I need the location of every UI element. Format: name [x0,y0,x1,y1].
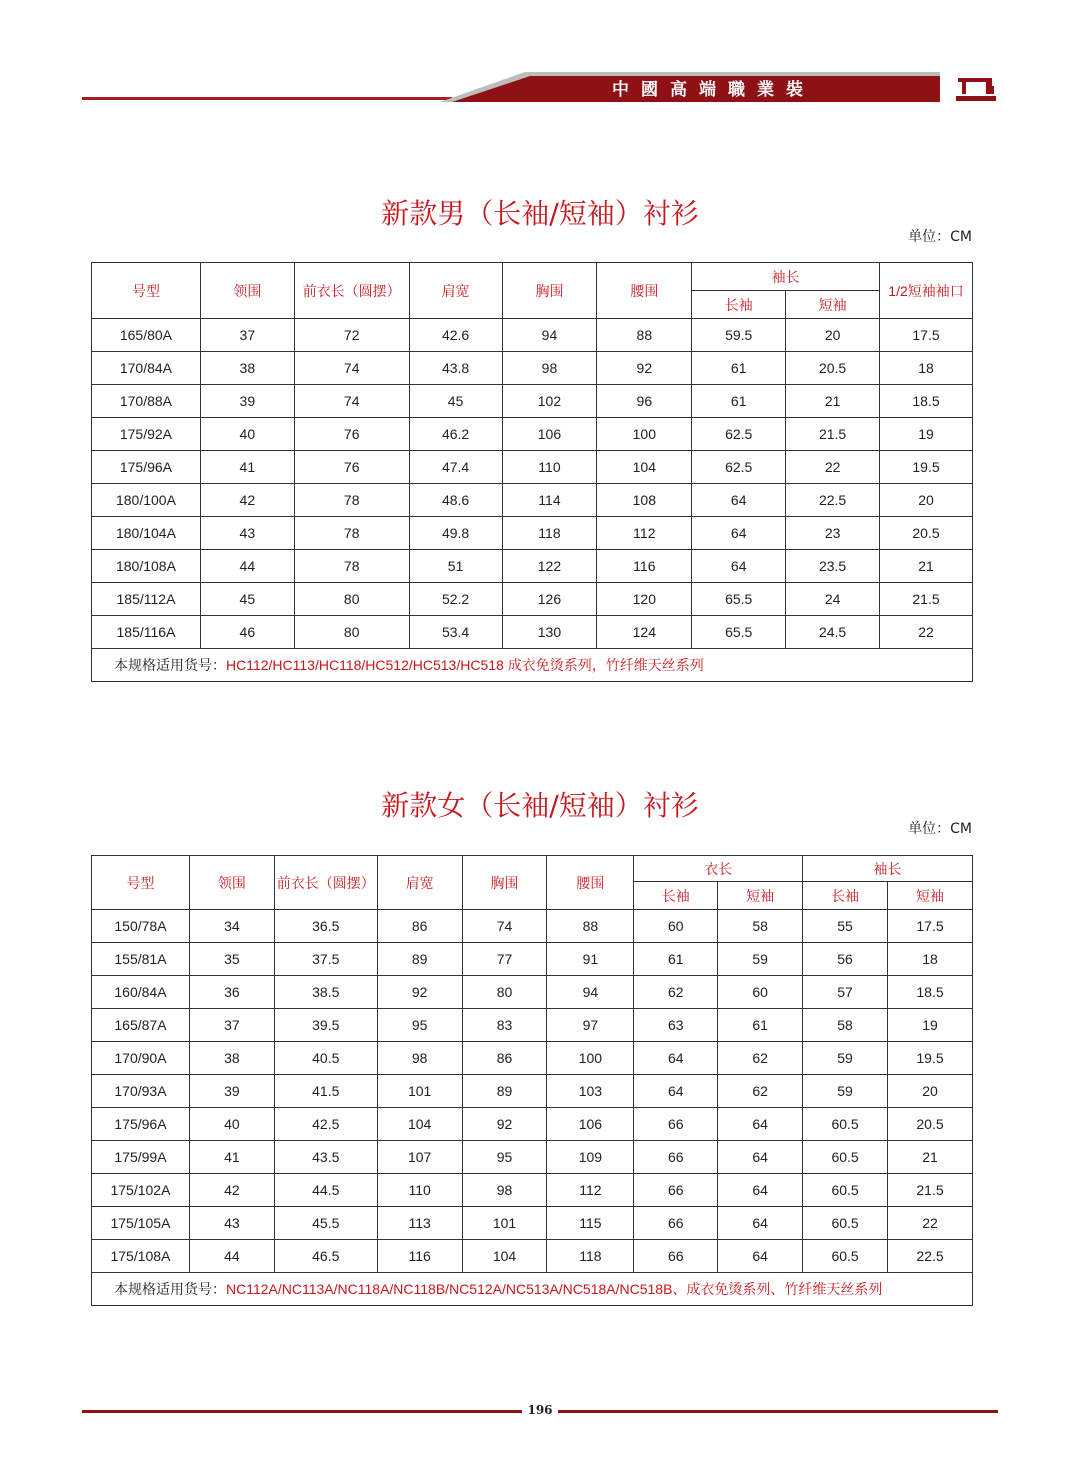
w-col-shoulder-header: 肩宽 [377,856,462,910]
table-cell: 91 [547,943,634,976]
table-cell: 45 [409,385,502,418]
table-cell: 44.5 [274,1174,377,1207]
table-cell: 116 [597,550,692,583]
header-rule [82,97,452,100]
table-cell: 39 [189,1075,274,1108]
women-table-body [92,910,973,1306]
header-brand: 中國高端職業裝 [612,80,815,100]
table-cell: 34 [189,910,274,943]
col-waist-header: 腰围 [597,263,692,319]
men-table-title: 新款男（长袖/短袖）衬衫 [381,197,699,230]
table-cell: 170/84A [92,352,201,385]
table-cell: 36 [189,976,274,1009]
table-cell: 41.5 [274,1075,377,1108]
table-cell: 45.5 [274,1207,377,1240]
table-cell: 46 [200,616,294,649]
table-cell: 42 [189,1174,274,1207]
table-cell: 89 [377,943,462,976]
men-size-table [91,262,973,682]
table-cell: 21.5 [888,1174,973,1207]
table-cell: 122 [502,550,597,583]
table-cell: 180/100A [92,484,201,517]
table-cell: 165/87A [92,1009,190,1042]
table-row [92,1207,973,1240]
table-cell: 43 [200,517,294,550]
sewing-machine-icon [952,72,1000,104]
table-cell: 160/84A [92,976,190,1009]
table-cell: 38.5 [274,976,377,1009]
table-cell: 45 [200,583,294,616]
table-cell: 59 [803,1075,888,1108]
table-cell: 74 [294,352,409,385]
table-cell: 64 [692,550,786,583]
table-cell: 20 [888,1075,973,1108]
table-cell: 180/108A [92,550,201,583]
table-cell: 20.5 [880,517,973,550]
w-col-length-header: 前衣长（圆摆） [274,856,377,910]
table-cell: 40.5 [274,1042,377,1075]
table-cell: 64 [634,1075,718,1108]
table-cell: 175/99A [92,1141,190,1174]
table-cell: 175/105A [92,1207,190,1240]
table-row [92,616,973,649]
table-cell: 19 [880,418,973,451]
table-cell: 20.5 [786,352,880,385]
table-cell: 61 [692,385,786,418]
table-cell: 64 [718,1207,803,1240]
table-cell: 185/116A [92,616,201,649]
table-cell: 175/92A [92,418,201,451]
table-row [92,451,973,484]
men-unit-label: 单位：CM [908,229,972,245]
table-cell: 57 [803,976,888,1009]
table-cell: 104 [597,451,692,484]
table-cell: 118 [547,1240,634,1273]
table-cell: 51 [409,550,502,583]
table-cell: 22.5 [888,1240,973,1273]
applicable-items-note [92,1273,973,1306]
table-cell: 94 [547,976,634,1009]
table-cell: 20 [786,319,880,352]
w-col-sleeve-long-header: 长袖 [803,882,888,910]
table-cell: 38 [200,352,294,385]
table-cell: 106 [502,418,597,451]
table-cell: 106 [547,1108,634,1141]
table-cell: 66 [634,1240,718,1273]
table-cell: 64 [634,1042,718,1075]
table-cell: 88 [547,910,634,943]
col-size-header: 号型 [92,263,201,319]
footer-rule-right [558,1410,998,1413]
w-col-sleeve-short-header: 短袖 [888,882,973,910]
table-cell: 21.5 [880,583,973,616]
table-cell: 175/102A [92,1174,190,1207]
table-cell: 170/88A [92,385,201,418]
table-cell: 38 [189,1042,274,1075]
table-cell: 19 [888,1009,973,1042]
col-cuff-header: 1/2短袖袖口 [880,263,973,319]
table-row [92,319,973,352]
table-cell: 80 [462,976,547,1009]
table-cell: 66 [634,1207,718,1240]
table-cell: 42 [200,484,294,517]
table-cell: 120 [597,583,692,616]
col-sleeve-long-header: 长袖 [692,291,786,319]
table-cell: 59 [803,1042,888,1075]
col-shoulder-header: 肩宽 [409,263,502,319]
table-cell: 42.5 [274,1108,377,1141]
women-table-title: 新款女（长袖/短袖）衬衫 [381,789,699,822]
table-cell: 21 [888,1141,973,1174]
table-cell: 44 [189,1240,274,1273]
table-cell: 18.5 [888,976,973,1009]
table-cell: 61 [634,943,718,976]
w-col-body-length-header: 衣长 [634,856,803,882]
table-cell: 43 [189,1207,274,1240]
table-cell: 74 [462,910,547,943]
note-label: 本规格适用货号： [114,657,226,673]
table-cell: 78 [294,550,409,583]
table-cell: 46.5 [274,1240,377,1273]
table-cell: 20 [880,484,973,517]
table-cell: 124 [597,616,692,649]
table-cell: 170/93A [92,1075,190,1108]
table-cell: 40 [200,418,294,451]
table-cell: 74 [294,385,409,418]
table-cell: 98 [502,352,597,385]
women-unit-label: 单位：CM [908,821,972,837]
note-row [92,649,973,682]
table-cell: 115 [547,1207,634,1240]
note-item-codes: HC112/HC113/HC118/HC512/HC513/HC518 成衣免烫系列，竹纤维天丝系列 [226,657,704,673]
table-cell: 19.5 [888,1042,973,1075]
table-cell: 60.5 [803,1207,888,1240]
table-cell: 39 [200,385,294,418]
note-row [92,1273,973,1306]
table-cell: 22.5 [786,484,880,517]
table-row [92,517,973,550]
table-cell: 43.5 [274,1141,377,1174]
table-cell: 175/96A [92,451,201,484]
table-cell: 60 [718,976,803,1009]
table-cell: 41 [189,1141,274,1174]
table-cell: 65.5 [692,583,786,616]
table-cell: 80 [294,583,409,616]
table-cell: 98 [462,1174,547,1207]
table-cell: 92 [462,1108,547,1141]
table-cell: 64 [718,1108,803,1141]
col-chest-header: 胸围 [502,263,597,319]
table-cell: 59 [718,943,803,976]
table-cell: 19.5 [880,451,973,484]
table-cell: 170/90A [92,1042,190,1075]
table-cell: 35 [189,943,274,976]
table-cell: 60 [634,910,718,943]
table-row [92,385,973,418]
table-cell: 103 [547,1075,634,1108]
table-cell: 92 [597,352,692,385]
table-cell: 96 [597,385,692,418]
table-cell: 112 [547,1174,634,1207]
table-cell: 95 [377,1009,462,1042]
women-size-table [91,855,973,1306]
table-cell: 130 [502,616,597,649]
table-cell: 48.6 [409,484,502,517]
table-cell: 20.5 [888,1108,973,1141]
table-cell: 18 [888,943,973,976]
table-cell: 64 [718,1174,803,1207]
table-row [92,910,973,943]
table-cell: 108 [597,484,692,517]
note-label: 本规格适用货号： [114,1281,226,1297]
table-row [92,1009,973,1042]
table-cell: 80 [294,616,409,649]
table-cell: 42.6 [409,319,502,352]
table-cell: 62.5 [692,451,786,484]
table-cell: 53.4 [409,616,502,649]
table-cell: 77 [462,943,547,976]
table-cell: 44 [200,550,294,583]
table-cell: 101 [377,1075,462,1108]
table-cell: 89 [462,1075,547,1108]
table-cell: 62.5 [692,418,786,451]
table-cell: 22 [880,616,973,649]
table-cell: 21 [880,550,973,583]
table-cell: 102 [502,385,597,418]
note-item-codes: NC112A/NC113A/NC118A/NC118B/NC512A/NC513A/NC518A/NC518B、成衣免烫系列、竹纤维天丝系列 [226,1281,883,1297]
table-cell: 58 [803,1009,888,1042]
table-cell: 180/104A [92,517,201,550]
table-cell: 66 [634,1174,718,1207]
table-cell: 18.5 [880,385,973,418]
table-cell: 185/112A [92,583,201,616]
table-cell: 97 [547,1009,634,1042]
w-col-body-short-header: 短袖 [718,882,803,910]
table-cell: 118 [502,517,597,550]
table-cell: 64 [718,1240,803,1273]
table-cell: 18 [880,352,973,385]
table-cell: 98 [377,1042,462,1075]
table-cell: 66 [634,1141,718,1174]
table-cell: 88 [597,319,692,352]
table-cell: 23 [786,517,880,550]
w-col-collar-header: 领围 [189,856,274,910]
table-cell: 76 [294,418,409,451]
table-cell: 62 [718,1075,803,1108]
w-col-body-long-header: 长袖 [634,882,718,910]
table-cell: 94 [502,319,597,352]
table-cell: 21.5 [786,418,880,451]
table-cell: 100 [547,1042,634,1075]
table-row [92,1240,973,1273]
table-cell: 110 [377,1174,462,1207]
table-cell: 175/108A [92,1240,190,1273]
table-cell: 59.5 [692,319,786,352]
table-cell: 22 [888,1207,973,1240]
table-cell: 64 [692,517,786,550]
table-row [92,1174,973,1207]
table-cell: 36.5 [274,910,377,943]
table-cell: 62 [718,1042,803,1075]
table-cell: 17.5 [888,910,973,943]
table-row [92,550,973,583]
table-cell: 63 [634,1009,718,1042]
table-cell: 78 [294,517,409,550]
table-cell: 116 [377,1240,462,1273]
w-col-sleeve-header: 袖长 [803,856,973,882]
table-cell: 52.2 [409,583,502,616]
page-number: 196 [527,1403,553,1417]
applicable-items-note [92,649,973,682]
table-cell: 112 [597,517,692,550]
table-cell: 101 [462,1207,547,1240]
table-cell: 23.5 [786,550,880,583]
table-cell: 64 [718,1141,803,1174]
table-cell: 165/80A [92,319,201,352]
table-cell: 37 [200,319,294,352]
col-collar-header: 领围 [200,263,294,319]
table-cell: 55 [803,910,888,943]
table-row [92,1042,973,1075]
table-cell: 60.5 [803,1141,888,1174]
table-row [92,976,973,1009]
table-cell: 95 [462,1141,547,1174]
table-cell: 114 [502,484,597,517]
table-cell: 86 [377,910,462,943]
table-cell: 61 [692,352,786,385]
table-cell: 104 [462,1240,547,1273]
table-cell: 78 [294,484,409,517]
table-row [92,583,973,616]
w-col-waist-header: 腰围 [547,856,634,910]
table-cell: 60.5 [803,1174,888,1207]
table-cell: 61 [718,1009,803,1042]
table-cell: 24 [786,583,880,616]
table-cell: 37 [189,1009,274,1042]
table-cell: 107 [377,1141,462,1174]
table-cell: 76 [294,451,409,484]
table-cell: 175/96A [92,1108,190,1141]
table-cell: 60.5 [803,1240,888,1273]
table-cell: 72 [294,319,409,352]
table-row [92,1141,973,1174]
table-cell: 56 [803,943,888,976]
table-cell: 22 [786,451,880,484]
table-cell: 46.2 [409,418,502,451]
men-table-body [92,319,973,682]
table-cell: 109 [547,1141,634,1174]
col-sleeve-short-header: 短袖 [786,291,880,319]
table-cell: 40 [189,1108,274,1141]
table-cell: 86 [462,1042,547,1075]
table-row [92,418,973,451]
table-cell: 39.5 [274,1009,377,1042]
table-cell: 49.8 [409,517,502,550]
table-row [92,484,973,517]
table-cell: 60.5 [803,1108,888,1141]
table-cell: 47.4 [409,451,502,484]
col-length-header: 前衣长（圆摆） [294,263,409,319]
table-row [92,1075,973,1108]
table-cell: 83 [462,1009,547,1042]
footer-rule-left [82,1410,522,1413]
table-cell: 43.8 [409,352,502,385]
table-cell: 66 [634,1108,718,1141]
table-cell: 92 [377,976,462,1009]
table-cell: 150/78A [92,910,190,943]
table-cell: 126 [502,583,597,616]
table-row [92,943,973,976]
table-cell: 100 [597,418,692,451]
table-cell: 65.5 [692,616,786,649]
table-cell: 110 [502,451,597,484]
table-cell: 104 [377,1108,462,1141]
table-cell: 155/81A [92,943,190,976]
table-cell: 37.5 [274,943,377,976]
table-cell: 21 [786,385,880,418]
table-cell: 62 [634,976,718,1009]
table-row [92,1108,973,1141]
table-cell: 58 [718,910,803,943]
col-sleeve-header: 袖长 [692,263,880,291]
w-col-size-header: 号型 [92,856,190,910]
table-cell: 24.5 [786,616,880,649]
table-cell: 17.5 [880,319,973,352]
table-cell: 64 [692,484,786,517]
table-row [92,352,973,385]
w-col-chest-header: 胸围 [462,856,547,910]
table-cell: 41 [200,451,294,484]
table-cell: 113 [377,1207,462,1240]
